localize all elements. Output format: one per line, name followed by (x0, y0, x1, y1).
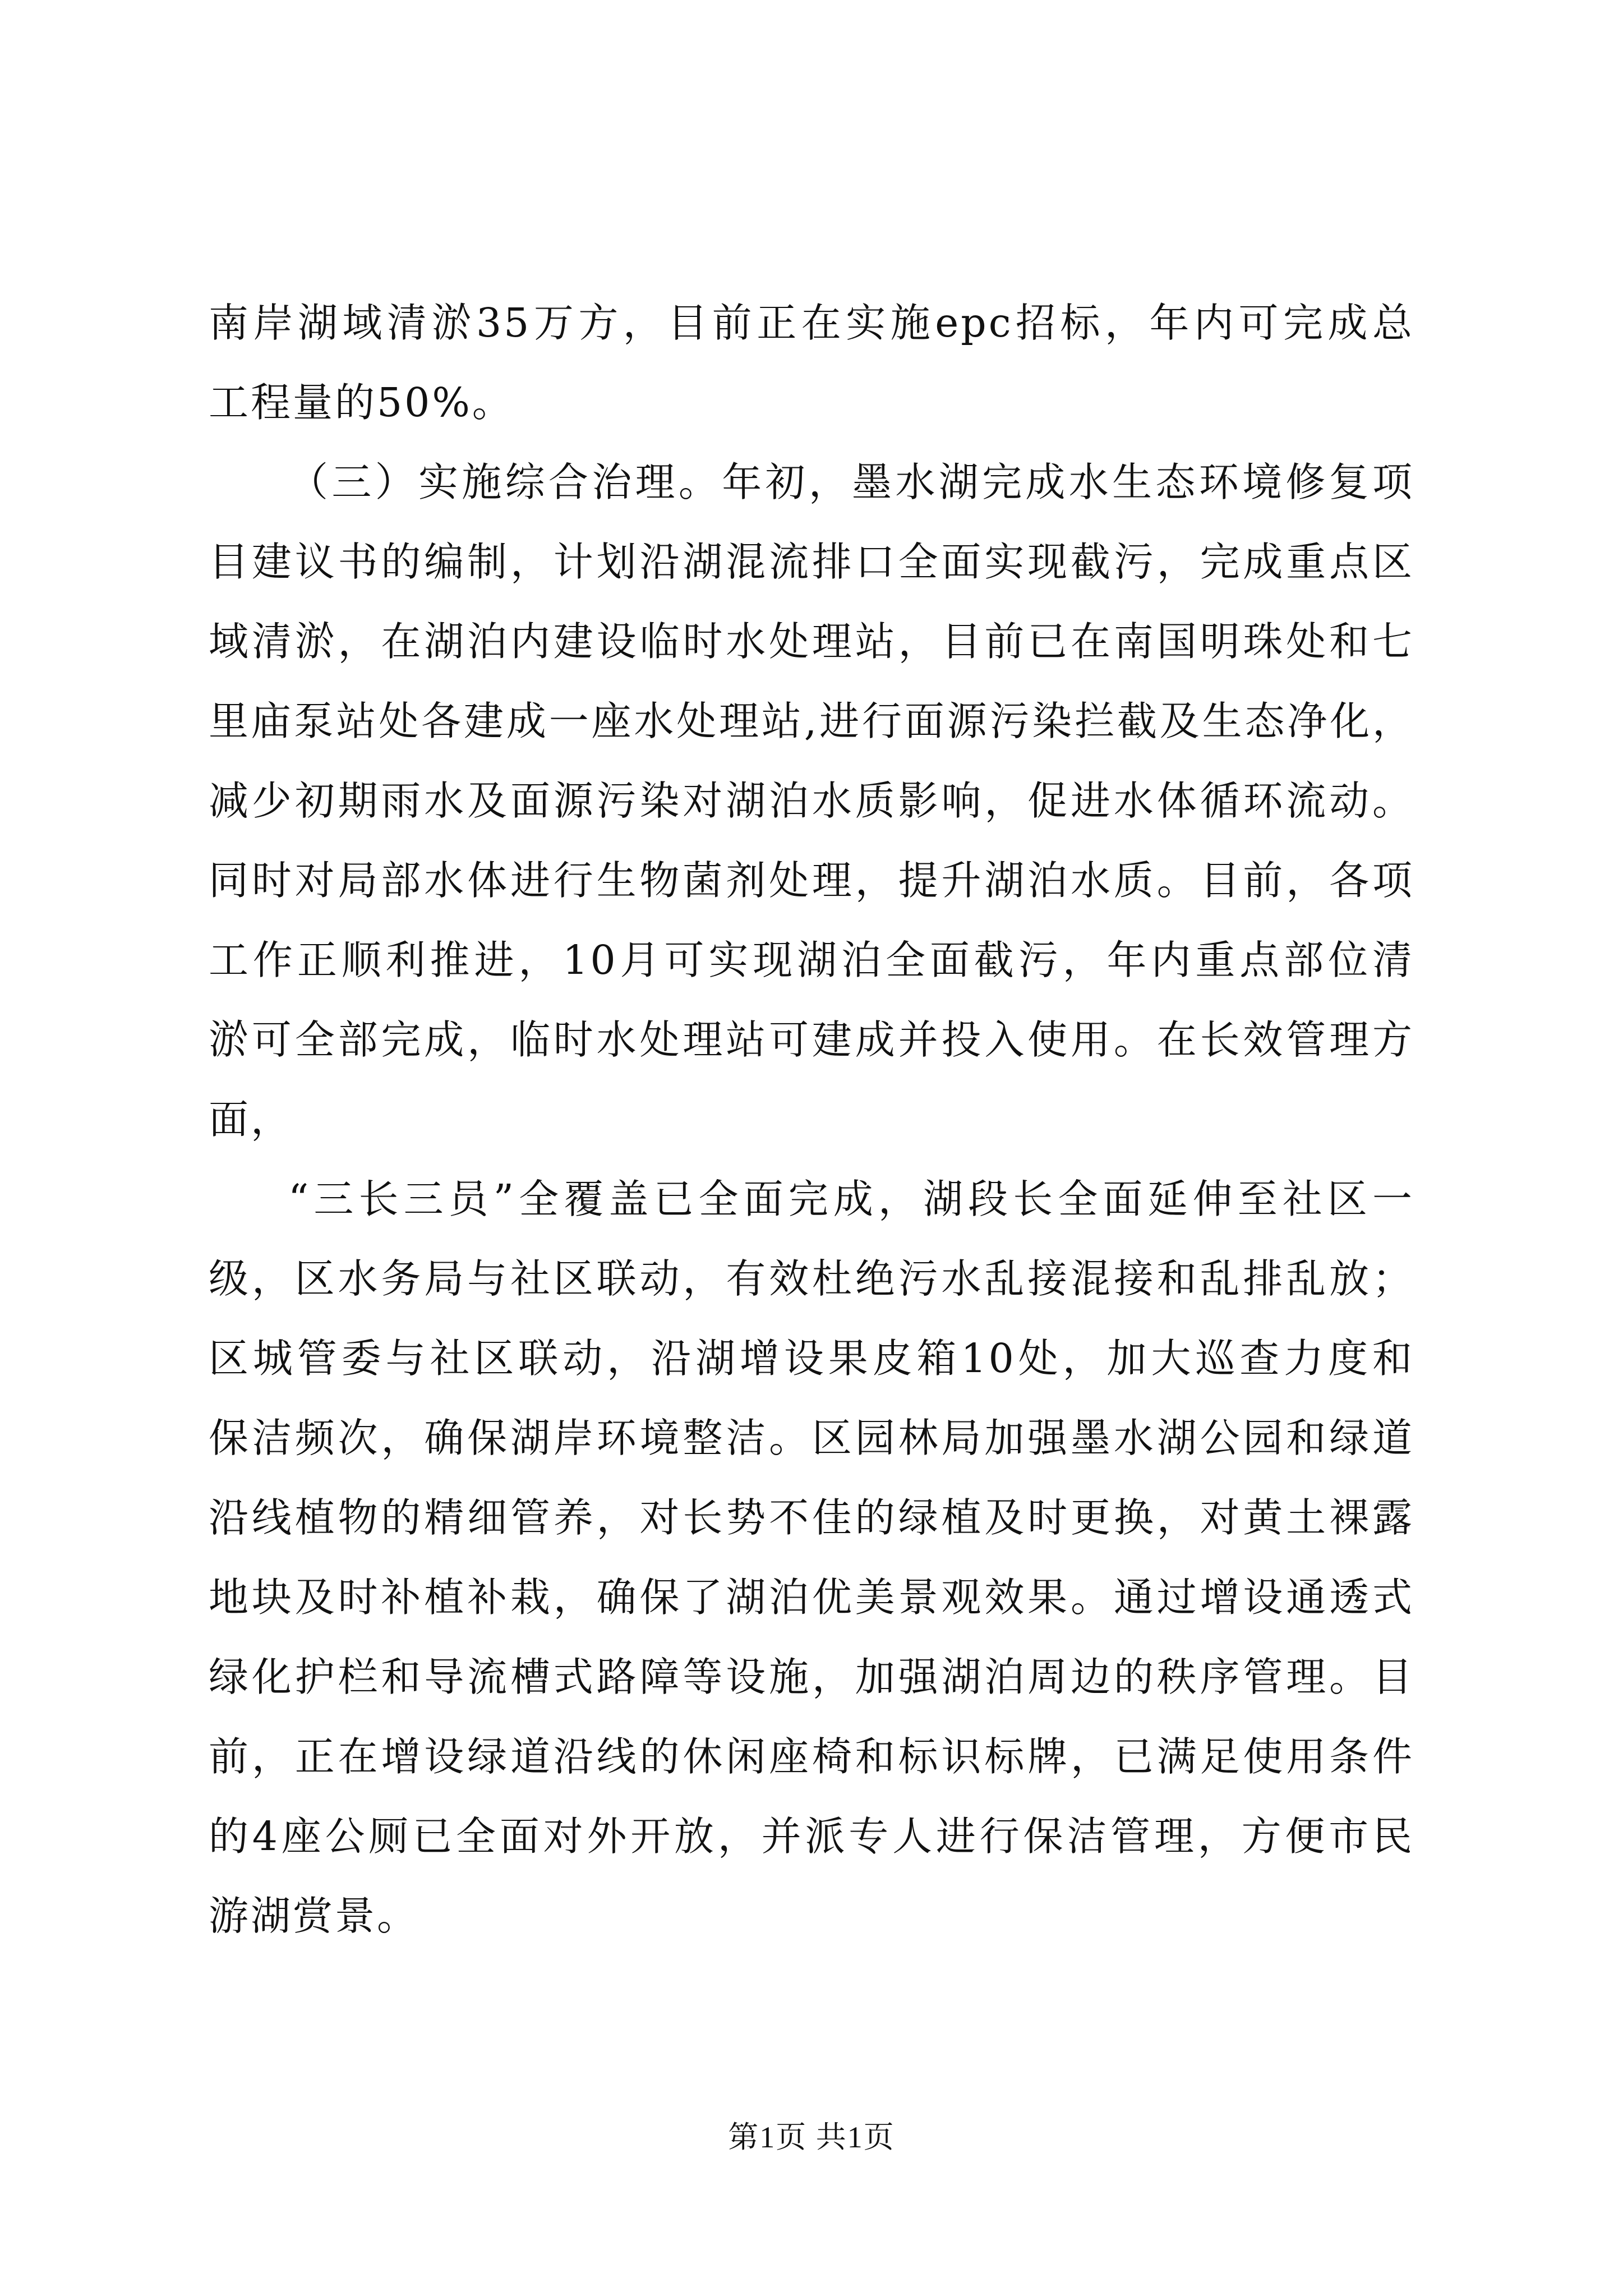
text-line: 地块及时补植补栽，确保了湖泊优美景观效果。通过增设通透式 (209, 1574, 1414, 1621)
text-line: 级，区水务局与社区联动，有效杜绝污水乱接混接和乱排乱放； (209, 1255, 1414, 1302)
paragraph-3 (209, 1176, 1414, 1939)
text-line: 同时对局部水体进行生物菌剂处理，提升湖泊水质。目前，各项 (209, 857, 1414, 904)
text-line: （三）实施综合治理。年初，墨水湖完成水生态环境修复项 (288, 459, 1414, 505)
document-body (209, 300, 1414, 1976)
text-line: 工作正顺利推进，10月可实现湖泊全面截污，年内重点部位清 (209, 937, 1414, 983)
text-line: 绿化护栏和导流槽式路障等设施，加强湖泊周边的秩序管理。目 (209, 1654, 1414, 1700)
text-line: 沿线植物的精细管养，对长势不佳的绿植及时更换，对黄土裸露 (209, 1494, 1414, 1541)
text-line: 目建议书的编制，计划沿湖混流排口全面实现截污，完成重点区 (209, 539, 1414, 585)
paragraph-2 (209, 459, 1414, 1143)
text-line: 淤可全部完成，临时水处理站可建成并投入使用。在长效管理方 (209, 1016, 1414, 1063)
text-line: 减少初期雨水及面源污染对湖泊水质影响，促进水体循环流动。 (209, 777, 1414, 824)
text-line: 保洁频次，确保湖岸环境整洁。区园林局加强墨水湖公园和绿道 (209, 1415, 1414, 1461)
paragraph-1 (209, 300, 1414, 426)
text-line: “三长三员”全覆盖已全面完成，湖段长全面延伸至社区一 (288, 1176, 1414, 1222)
page-footer: 第1页 共1页 (728, 2120, 895, 2154)
text-line: 南岸湖域清淤35万方，目前正在实施epc招标，年内可完成总 (209, 300, 1414, 346)
text-line: 面， (209, 1096, 293, 1143)
text-line: 域清淤，在湖泊内建设临时水处理站，目前已在南国明珠处和七 (209, 618, 1414, 665)
text-line: 里庙泵站处各建成一座水处理站,进行面源污染拦截及生态净化， (209, 698, 1414, 744)
text-line: 区城管委与社区联动，沿湖增设果皮箱10处，加大巡查力度和 (209, 1335, 1414, 1382)
text-line: 的4座公厕已全面对外开放，并派专人进行保洁管理，方便市民 (209, 1813, 1414, 1860)
text-line: 前，正在增设绿道沿线的休闲座椅和标识标牌，已满足使用条件 (209, 1733, 1414, 1780)
text-line: 游湖赏景。 (209, 1893, 419, 1939)
text-line: 工程量的50%。 (209, 379, 514, 426)
